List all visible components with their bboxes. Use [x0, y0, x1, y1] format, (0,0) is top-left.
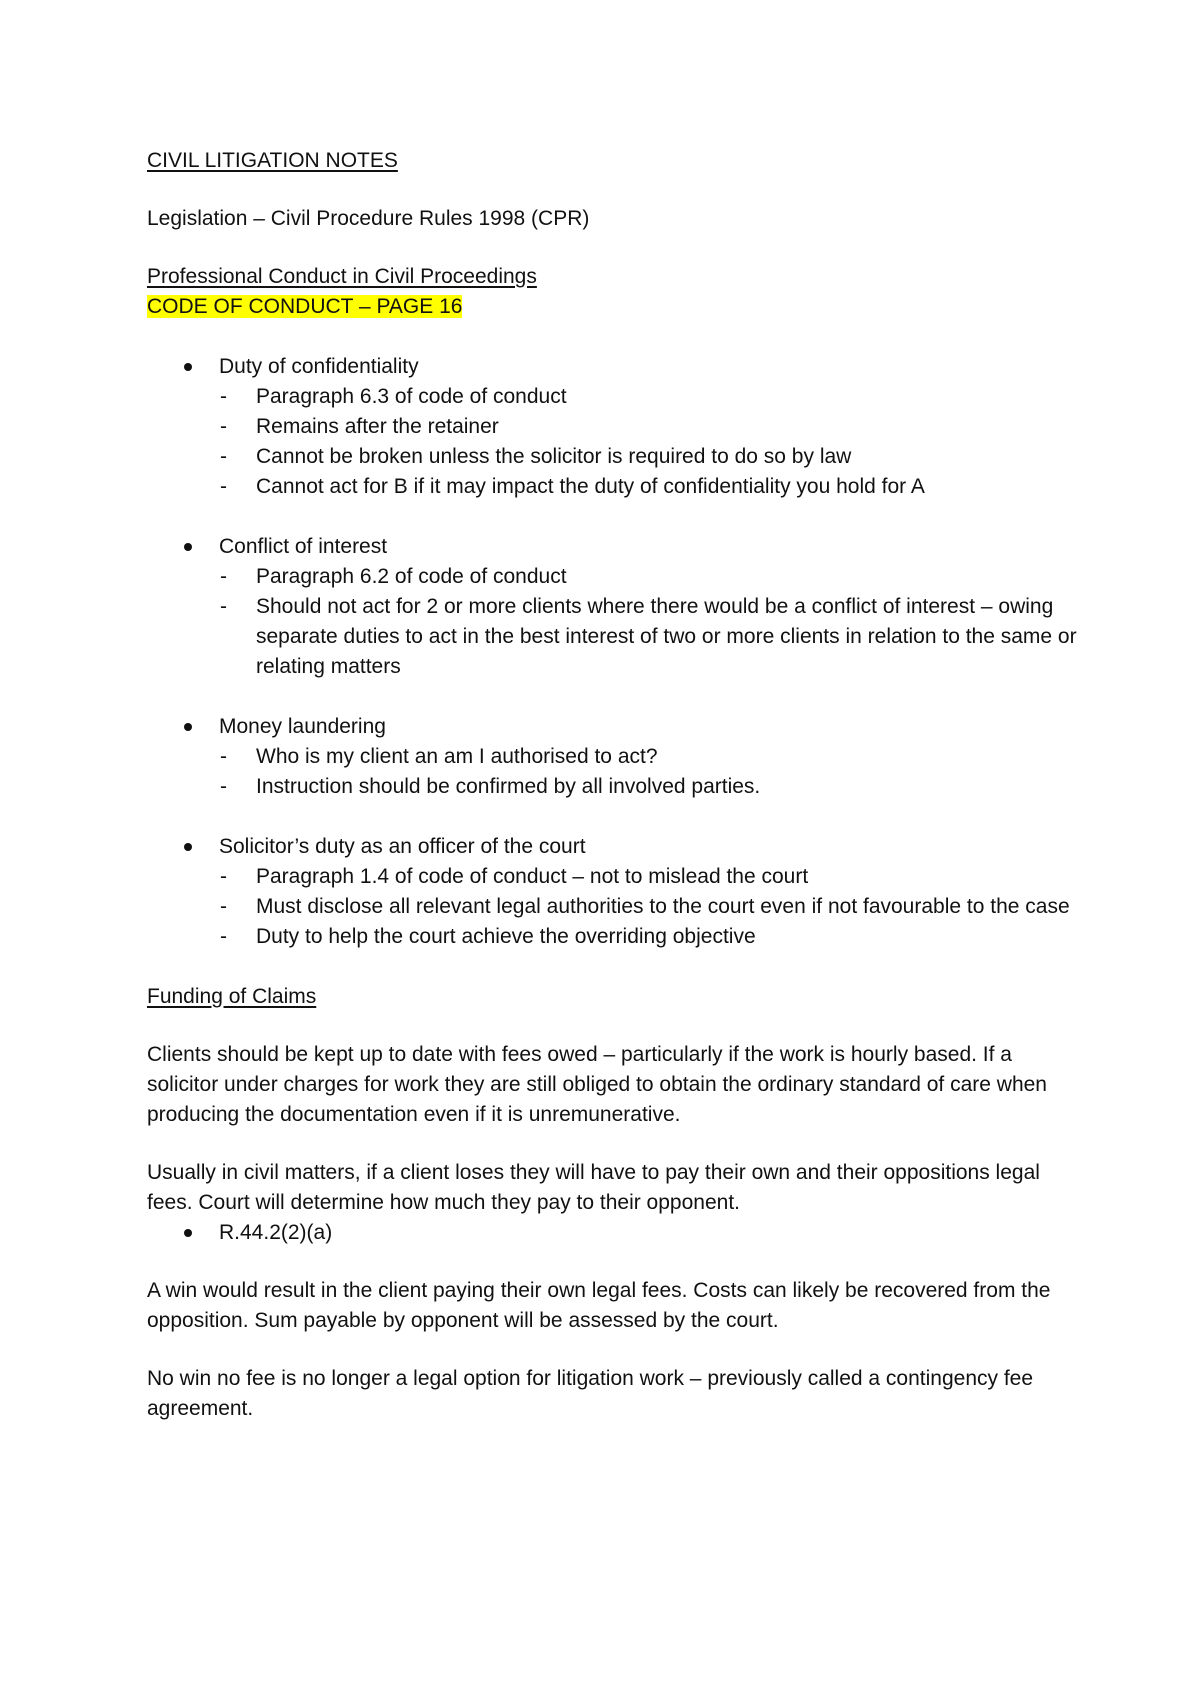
dash-marker: - — [220, 415, 227, 438]
dash-marker: - — [220, 565, 227, 588]
list-item-text: Must disclose all relevant legal authorities to the court even if not favourable to the case — [256, 895, 1070, 918]
bullet-label: Solicitor’s duty as an officer of the court — [219, 835, 586, 858]
bullet-item — [147, 712, 1077, 742]
list-item-text: Cannot be broken unless the solicitor is required to do so by law — [256, 445, 852, 468]
legislation-line: Legislation – Civil Procedure Rules 1998 (CPR) — [147, 207, 590, 230]
funding-paragraph: Usually in civil matters, if a client loses they will have to pay their own and their oppositions legal fees. Court will determine how much they pay to their opponent. — [147, 1161, 1040, 1214]
list-item — [147, 472, 1077, 502]
list-item — [147, 922, 1077, 952]
bullet-dot-icon — [184, 843, 192, 851]
section-conflict-of-interest — [147, 532, 1077, 682]
bullet-label: Money laundering — [219, 715, 386, 738]
dash-marker: - — [220, 385, 227, 408]
list-item — [147, 862, 1077, 892]
bullet-label: Conflict of interest — [219, 535, 388, 558]
list-item-text: Duty to help the court achieve the overriding objective — [256, 925, 756, 948]
list-item — [147, 892, 1077, 922]
professional-conduct-heading: Professional Conduct in Civil Proceedings — [147, 265, 537, 288]
list-item — [147, 772, 1077, 802]
list-item-text: Paragraph 1.4 of code of conduct – not to mislead the court — [256, 865, 809, 888]
sub-list — [147, 862, 1077, 952]
rule-bullet — [147, 1218, 1077, 1248]
highlighted-text: CODE OF CONDUCT – PAGE 16 — [147, 295, 463, 318]
list-item — [147, 742, 1077, 772]
list-item-text: Cannot act for B if it may impact the duty of confidentiality you hold for A — [256, 475, 925, 498]
sub-list — [147, 562, 1077, 682]
funding-heading: Funding of Claims — [147, 985, 317, 1008]
list-item — [147, 562, 1077, 592]
sub-list — [147, 382, 1077, 502]
bullet-dot-icon — [184, 363, 192, 371]
list-item-text: Paragraph 6.2 of code of conduct — [256, 565, 567, 588]
bullet-item — [147, 832, 1077, 862]
list-item — [147, 442, 1077, 472]
list-item — [147, 382, 1077, 412]
bullet-dot-icon — [184, 543, 192, 551]
dash-marker: - — [220, 865, 227, 888]
bullet-item — [147, 532, 1077, 562]
dash-marker: - — [220, 595, 227, 618]
list-item-text: Remains after the retainer — [256, 415, 499, 438]
bullet-dot-icon — [184, 1229, 192, 1237]
list-item-text: Instruction should be confirmed by all involved parties. — [256, 775, 761, 798]
dash-marker: - — [220, 445, 227, 468]
dash-marker: - — [220, 775, 227, 798]
code-of-conduct-note — [147, 292, 1077, 322]
list-item — [147, 592, 1077, 682]
dash-marker: - — [220, 895, 227, 918]
dash-marker: - — [220, 745, 227, 768]
list-item-text: Paragraph 6.3 of code of conduct — [256, 385, 567, 408]
list-item-text: Who is my client an am I authorised to act? — [256, 745, 658, 768]
bullet-dot-icon — [184, 723, 192, 731]
list-item-text: Should not act for 2 or more clients where there would be a conflict of interest – owing separate duties to act in the best interest of two or more clients in relation to the same or relating matters — [256, 595, 1077, 678]
section-money-laundering — [147, 712, 1077, 802]
document-title: CIVIL LITIGATION NOTES — [147, 149, 398, 172]
rule-reference: R.44.2(2)(a) — [219, 1221, 333, 1244]
dash-marker: - — [220, 475, 227, 498]
funding-paragraph: Clients should be kept up to date with fees owed – particularly if the work is hourly based. If a solicitor under charges for work they are still obliged to obtain the ordinary standard of care when producing the documentation even if it is unremunerative. — [147, 1043, 1047, 1126]
funding-paragraph: A win would result in the client paying their own legal fees. Costs can likely be recovered from the opposition. Sum payable by opponent will be assessed by the court. — [147, 1279, 1051, 1332]
bullet-item — [147, 352, 1077, 382]
bullet-label: Duty of confidentiality — [219, 355, 419, 378]
dash-marker: - — [220, 925, 227, 948]
section-officer-of-the-court — [147, 832, 1077, 952]
document-body — [147, 146, 1077, 1424]
sub-list — [147, 742, 1077, 802]
funding-paragraph: No win no fee is no longer a legal option for litigation work – previously called a contingency fee agreement. — [147, 1367, 1034, 1420]
section-duty-of-confidentiality — [147, 352, 1077, 502]
list-item — [147, 412, 1077, 442]
